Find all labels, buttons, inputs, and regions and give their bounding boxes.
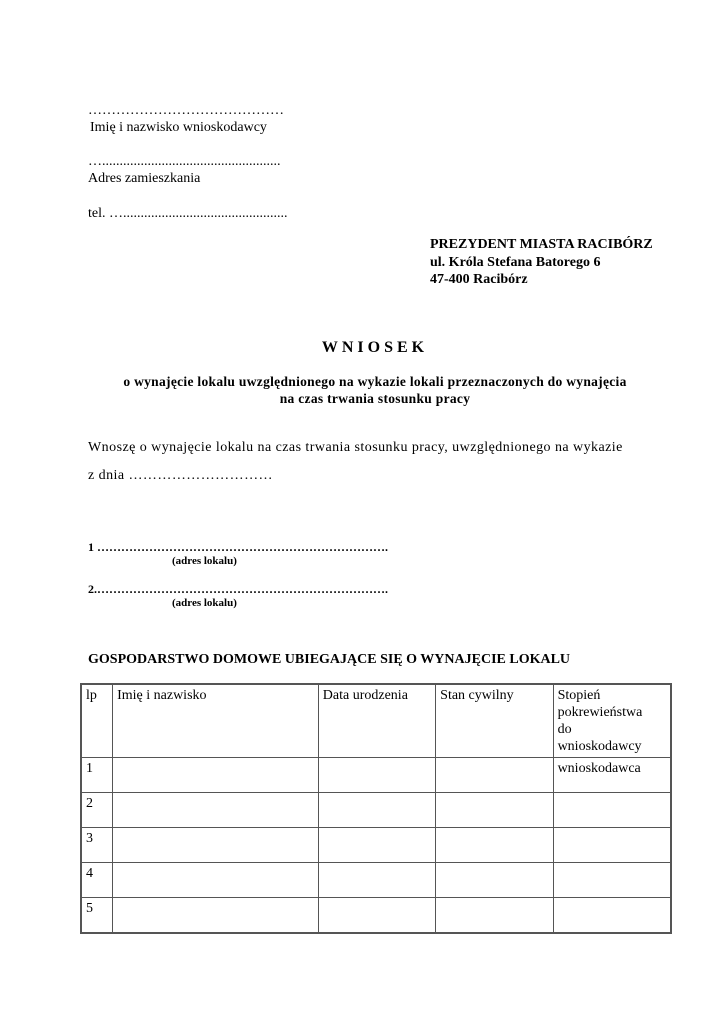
cell-name[interactable] (113, 758, 319, 793)
header-relation-line3: do (557, 722, 572, 737)
applicant-name-label: Imię i nazwisko wnioskodawcy (90, 120, 267, 135)
address-line-1[interactable]: 1 ………………………………………………………………. (88, 540, 388, 554)
cell-civil-status[interactable] (436, 863, 553, 898)
table-header-row (81, 684, 671, 758)
household-heading: GOSPODARSTWO DOMOWE UBIEGAJĄCE SIĘ O WYNAJĘCIE LOKALU (88, 652, 571, 667)
cell-civil-status[interactable] (436, 898, 553, 934)
cell-lp: 3 (81, 828, 113, 863)
applicant-name-dots[interactable]: …………………………………… (88, 103, 284, 118)
applicant-phone-field[interactable]: tel. …............................................... (88, 206, 288, 221)
cell-birth-date[interactable] (318, 863, 435, 898)
header-lp: lp (81, 684, 113, 758)
cell-relation[interactable] (553, 828, 671, 863)
document-subtitle-line1: o wynajęcie lokalu uwzględnionego na wykazie lokali przeznaczonych do wynajęcia (123, 374, 627, 389)
table-row (81, 863, 671, 898)
cell-relation[interactable]: wnioskodawca (553, 758, 671, 793)
header-birth-date: Data urodzenia (318, 684, 435, 758)
cell-name[interactable] (113, 898, 319, 934)
document-title: WNIOSEK (321, 339, 429, 356)
cell-civil-status[interactable] (436, 793, 553, 828)
table-row (81, 898, 671, 934)
document-subtitle-line2: na czas trwania stosunku pracy (279, 391, 471, 406)
applicant-address-label: Adres zamieszkania (88, 171, 201, 186)
cell-lp: 1 (81, 758, 113, 793)
header-relation-line2: pokrewieństwa (557, 705, 643, 720)
body-date-field[interactable]: z dnia ………………………… (88, 468, 273, 483)
table-row (81, 793, 671, 828)
header-civil-status: Stan cywilny (436, 684, 553, 758)
applicant-address-dots[interactable]: …................................................... (88, 154, 281, 169)
address-label-2: (adres lokalu) (172, 597, 237, 609)
cell-birth-date[interactable] (318, 898, 435, 934)
recipient-line2: ul. Króla Stefana Batorego 6 (430, 255, 601, 270)
cell-lp: 5 (81, 898, 113, 934)
cell-lp: 2 (81, 793, 113, 828)
table-row (81, 828, 671, 863)
table-row (81, 758, 671, 793)
cell-name[interactable] (113, 828, 319, 863)
body-text-line1: Wnoszę o wynajęcie lokalu na czas trwania stosunku pracy, uwzględnionego na wykazie (88, 440, 623, 455)
cell-name[interactable] (113, 793, 319, 828)
header-relation (553, 684, 671, 758)
cell-name[interactable] (113, 863, 319, 898)
cell-birth-date[interactable] (318, 793, 435, 828)
header-relation-line1: Stopień (557, 688, 601, 703)
cell-civil-status[interactable] (436, 828, 553, 863)
header-relation-line4: wnioskodawcy (557, 739, 642, 754)
address-label-1: (adres lokalu) (172, 555, 237, 567)
cell-relation[interactable] (553, 863, 671, 898)
cell-lp: 4 (81, 863, 113, 898)
cell-relation[interactable] (553, 793, 671, 828)
cell-civil-status[interactable] (436, 758, 553, 793)
household-table (80, 683, 672, 934)
recipient-line1: PREZYDENT MIASTA RACIBÓRZ (430, 237, 653, 252)
recipient-line3: 47-400 Racibórz (430, 272, 528, 287)
header-name: Imię i nazwisko (113, 684, 319, 758)
cell-relation[interactable] (553, 898, 671, 934)
cell-birth-date[interactable] (318, 758, 435, 793)
address-line-2[interactable]: 2.………………………………………………………………. (88, 582, 388, 596)
cell-birth-date[interactable] (318, 828, 435, 863)
